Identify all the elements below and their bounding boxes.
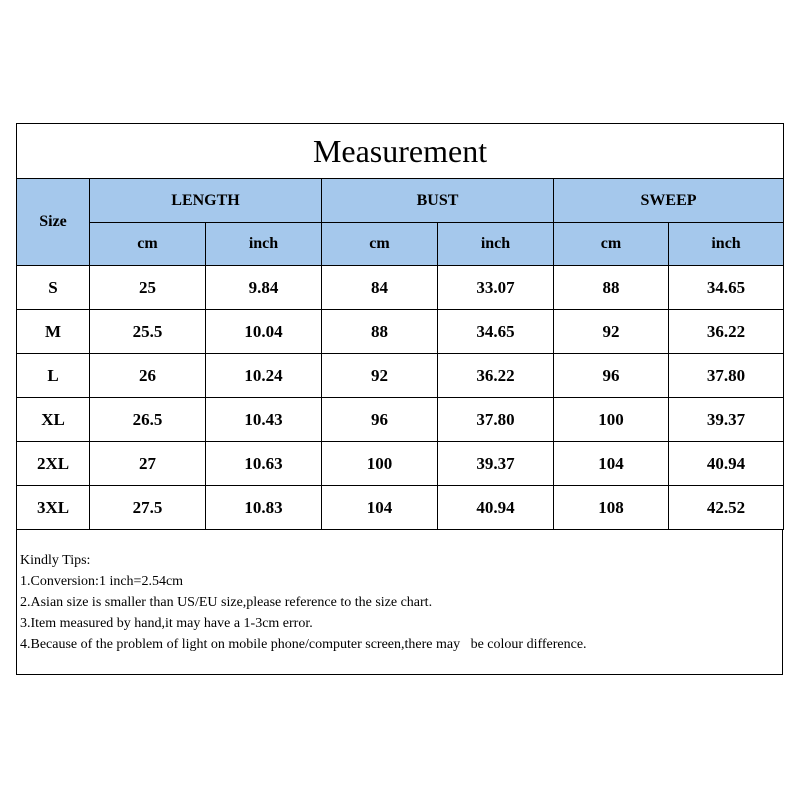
value-cell: 37.80 xyxy=(669,354,784,398)
value-cell: 10.43 xyxy=(206,398,322,442)
value-cell: 25.5 xyxy=(90,310,206,354)
value-cell: 25 xyxy=(90,266,206,310)
kindly-tips xyxy=(16,530,783,675)
tip-line: 3.Item measured by hand,it may have a 1-3cm error. xyxy=(20,616,313,631)
table-row xyxy=(17,486,784,530)
value-cell: 104 xyxy=(554,442,669,486)
table-row xyxy=(17,310,784,354)
value-cell: 100 xyxy=(322,442,438,486)
value-cell: 36.22 xyxy=(669,310,784,354)
value-cell: 27 xyxy=(90,442,206,486)
value-cell: 39.37 xyxy=(438,442,554,486)
value-cell: 88 xyxy=(554,266,669,310)
value-cell: 42.52 xyxy=(669,486,784,530)
value-cell: 27.5 xyxy=(90,486,206,530)
table-body xyxy=(17,266,784,530)
value-cell: 40.94 xyxy=(438,486,554,530)
value-cell: 34.65 xyxy=(438,310,554,354)
table-row xyxy=(17,398,784,442)
size-cell: XL xyxy=(17,398,90,442)
tip-line: 2.Asian size is smaller than US/EU size,please reference to the size chart. xyxy=(20,595,433,610)
value-cell: 100 xyxy=(554,398,669,442)
value-cell: 10.04 xyxy=(206,310,322,354)
value-cell: 26.5 xyxy=(90,398,206,442)
table-row xyxy=(17,354,784,398)
unit-header: inch xyxy=(669,223,784,266)
value-cell: 10.24 xyxy=(206,354,322,398)
sweep-header: SWEEP xyxy=(554,179,784,223)
tip-line: 1.Conversion:1 inch=2.54cm xyxy=(20,574,184,589)
value-cell: 84 xyxy=(322,266,438,310)
unit-header: inch xyxy=(206,223,322,266)
value-cell: 104 xyxy=(322,486,438,530)
size-cell: 3XL xyxy=(17,486,90,530)
size-table xyxy=(16,123,784,530)
size-cell: S xyxy=(17,266,90,310)
tip-line: 4.Because of the problem of light on mobile phone/computer screen,there may be colour difference. xyxy=(20,637,587,652)
tips-heading: Kindly Tips: xyxy=(20,553,91,568)
value-cell: 40.94 xyxy=(669,442,784,486)
value-cell: 92 xyxy=(322,354,438,398)
unit-header: inch xyxy=(438,223,554,266)
value-cell: 10.83 xyxy=(206,486,322,530)
size-cell: L xyxy=(17,354,90,398)
value-cell: 10.63 xyxy=(206,442,322,486)
value-cell: 26 xyxy=(90,354,206,398)
value-cell: 88 xyxy=(322,310,438,354)
unit-header: cm xyxy=(554,223,669,266)
table-row xyxy=(17,442,784,486)
unit-header: cm xyxy=(90,223,206,266)
size-cell: M xyxy=(17,310,90,354)
value-cell: 92 xyxy=(554,310,669,354)
size-cell: 2XL xyxy=(17,442,90,486)
unit-header: cm xyxy=(322,223,438,266)
value-cell: 96 xyxy=(322,398,438,442)
value-cell: 34.65 xyxy=(669,266,784,310)
value-cell: 33.07 xyxy=(438,266,554,310)
value-cell: 108 xyxy=(554,486,669,530)
page-title: Measurement xyxy=(17,124,784,179)
table-row xyxy=(17,266,784,310)
length-header: LENGTH xyxy=(90,179,322,223)
size-chart xyxy=(16,123,783,675)
bust-header: BUST xyxy=(322,179,554,223)
value-cell: 96 xyxy=(554,354,669,398)
value-cell: 36.22 xyxy=(438,354,554,398)
value-cell: 39.37 xyxy=(669,398,784,442)
value-cell: 9.84 xyxy=(206,266,322,310)
value-cell: 37.80 xyxy=(438,398,554,442)
size-header: Size xyxy=(17,179,90,266)
